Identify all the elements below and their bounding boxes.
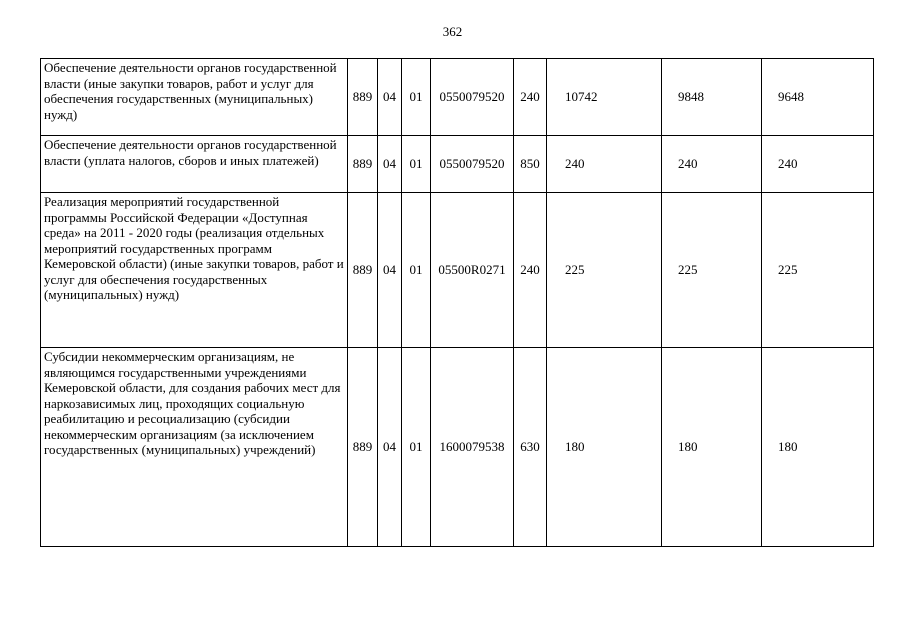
subsection-code: 01 <box>402 193 431 348</box>
amount-year-3: 180 <box>762 348 874 547</box>
ministry-code: 889 <box>348 59 378 136</box>
amount-year-3: 225 <box>762 193 874 348</box>
target-article-code: 1600079538 <box>431 348 514 547</box>
page-number: 362 <box>442 24 463 39</box>
section-code: 04 <box>378 136 402 193</box>
row-description: Реализация мероприятий государственной программы Российской Федерации «Доступная среда» на 2011 - 2020 годы (реализация отдельных мероприятий государственных программ Кемеровской области) (иные закупки товаров, работ и услуг для обеспечения государственных (муниципальных) нужд) <box>41 193 348 348</box>
target-article-code: 0550079520 <box>431 136 514 193</box>
subsection-code: 01 <box>402 348 431 547</box>
ministry-code: 889 <box>348 193 378 348</box>
amount-year-3: 240 <box>762 136 874 193</box>
target-article-code: 0550079520 <box>431 59 514 136</box>
table-row <box>41 348 874 547</box>
expense-type-code: 850 <box>514 136 547 193</box>
amount-year-1: 10742 <box>547 59 662 136</box>
section-code: 04 <box>378 59 402 136</box>
expense-type-code: 240 <box>514 59 547 136</box>
table-row <box>41 59 874 136</box>
subsection-code: 01 <box>402 59 431 136</box>
table-row <box>41 193 874 348</box>
ministry-code: 889 <box>348 348 378 547</box>
subsection-code: 01 <box>402 136 431 193</box>
expense-type-code: 630 <box>514 348 547 547</box>
budget-table <box>40 58 874 547</box>
amount-year-2: 9848 <box>662 59 762 136</box>
section-code: 04 <box>378 348 402 547</box>
amount-year-1: 240 <box>547 136 662 193</box>
section-code: 04 <box>378 193 402 348</box>
row-description: Обеспечение деятельности органов государственной власти (уплата налогов, сборов и иных платежей) <box>41 136 348 193</box>
row-description: Субсидии некоммерческим организациям, не являющимся государственными учреждениями Кемеровской области, для создания рабочих мест для наркозависимых лиц, проходящих социальную реабилитацию и ресоциализацию (субсидии некоммерческим организациям (за исключением государственных (муниципальных) учреждений) <box>41 348 348 547</box>
table-row <box>41 136 874 193</box>
amount-year-3: 9648 <box>762 59 874 136</box>
amount-year-2: 180 <box>662 348 762 547</box>
target-article-code: 05500R0271 <box>431 193 514 348</box>
amount-year-2: 240 <box>662 136 762 193</box>
row-description: Обеспечение деятельности органов государственной власти (иные закупки товаров, работ и услуг для обеспечения государственных (муниципальных) нужд) <box>41 59 348 136</box>
expense-type-code: 240 <box>514 193 547 348</box>
amount-year-1: 180 <box>547 348 662 547</box>
amount-year-1: 225 <box>547 193 662 348</box>
amount-year-2: 225 <box>662 193 762 348</box>
ministry-code: 889 <box>348 136 378 193</box>
